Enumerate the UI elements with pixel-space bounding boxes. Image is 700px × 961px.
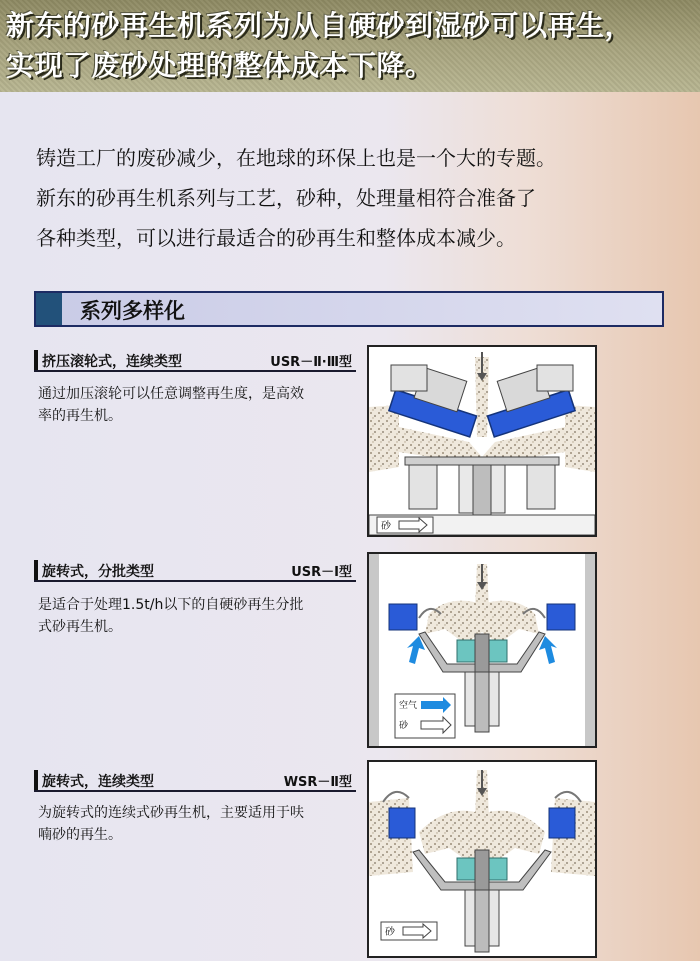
section-header [34, 291, 664, 327]
item-desc-line: 式砂再生机。 [38, 619, 122, 635]
diagram-usr-2-3 [367, 345, 597, 537]
section-title: 系列多样化 [80, 299, 185, 323]
item-desc-line: 为旋转式的连续式砂再生机，主要适用于呋 [38, 805, 304, 821]
item-model: USR－Ⅰ型 [291, 565, 352, 580]
item-title: 旋转式，分批类型 [42, 564, 154, 580]
intro-line: 铸造工厂的废砂减少，在地球的环保上也是一个大的专题。 [36, 146, 556, 170]
legend-sand-label: 砂 [381, 521, 391, 532]
item-desc-line: 通过加压滚轮可以任意调整再生度，是高效 [38, 386, 304, 402]
legend-sand-label: 砂 [385, 927, 395, 938]
item-desc-line: 是适合于处理1.5t/h以下的自硬砂再生分批 [38, 597, 304, 613]
item-header-wsr-2 [34, 770, 356, 792]
header-banner [0, 0, 700, 92]
item-title: 旋转式，连续类型 [42, 774, 154, 790]
item-header-usr-2-3 [34, 350, 356, 372]
item-model: USR－Ⅱ·Ⅲ型 [270, 355, 352, 370]
item-marker [34, 560, 38, 580]
diagram-wsr-2 [367, 760, 597, 958]
intro-line: 各种类型，可以进行最适合的砂再生和整体成本减少。 [36, 226, 516, 250]
intro-line: 新东的砂再生机系列与工艺，砂种，处理量相符合准备了 [36, 186, 536, 210]
header-line-2: 实现了废砂处理的整体成本下降。 [6, 49, 434, 82]
section-marker [36, 293, 62, 325]
diagram-usr-1 [367, 552, 597, 748]
item-description [38, 802, 360, 846]
item-desc-line: 率的再生机。 [38, 408, 122, 424]
intro-paragraph [36, 138, 686, 258]
item-header-usr-1 [34, 560, 356, 582]
item-marker [34, 770, 38, 790]
legend-sand-label: 砂 [399, 721, 409, 731]
item-description [38, 594, 360, 638]
item-desc-line: 喃砂的再生。 [38, 827, 122, 843]
item-marker [34, 350, 38, 370]
item-title: 挤压滚轮式，连续类型 [42, 354, 182, 370]
item-description [38, 383, 360, 427]
legend-air-label: 空气 [399, 701, 418, 711]
item-model: WSR－Ⅱ型 [283, 775, 352, 790]
header-line-1: 新东的砂再生机系列为从自硬砂到湿砂可以再生， [6, 9, 634, 42]
